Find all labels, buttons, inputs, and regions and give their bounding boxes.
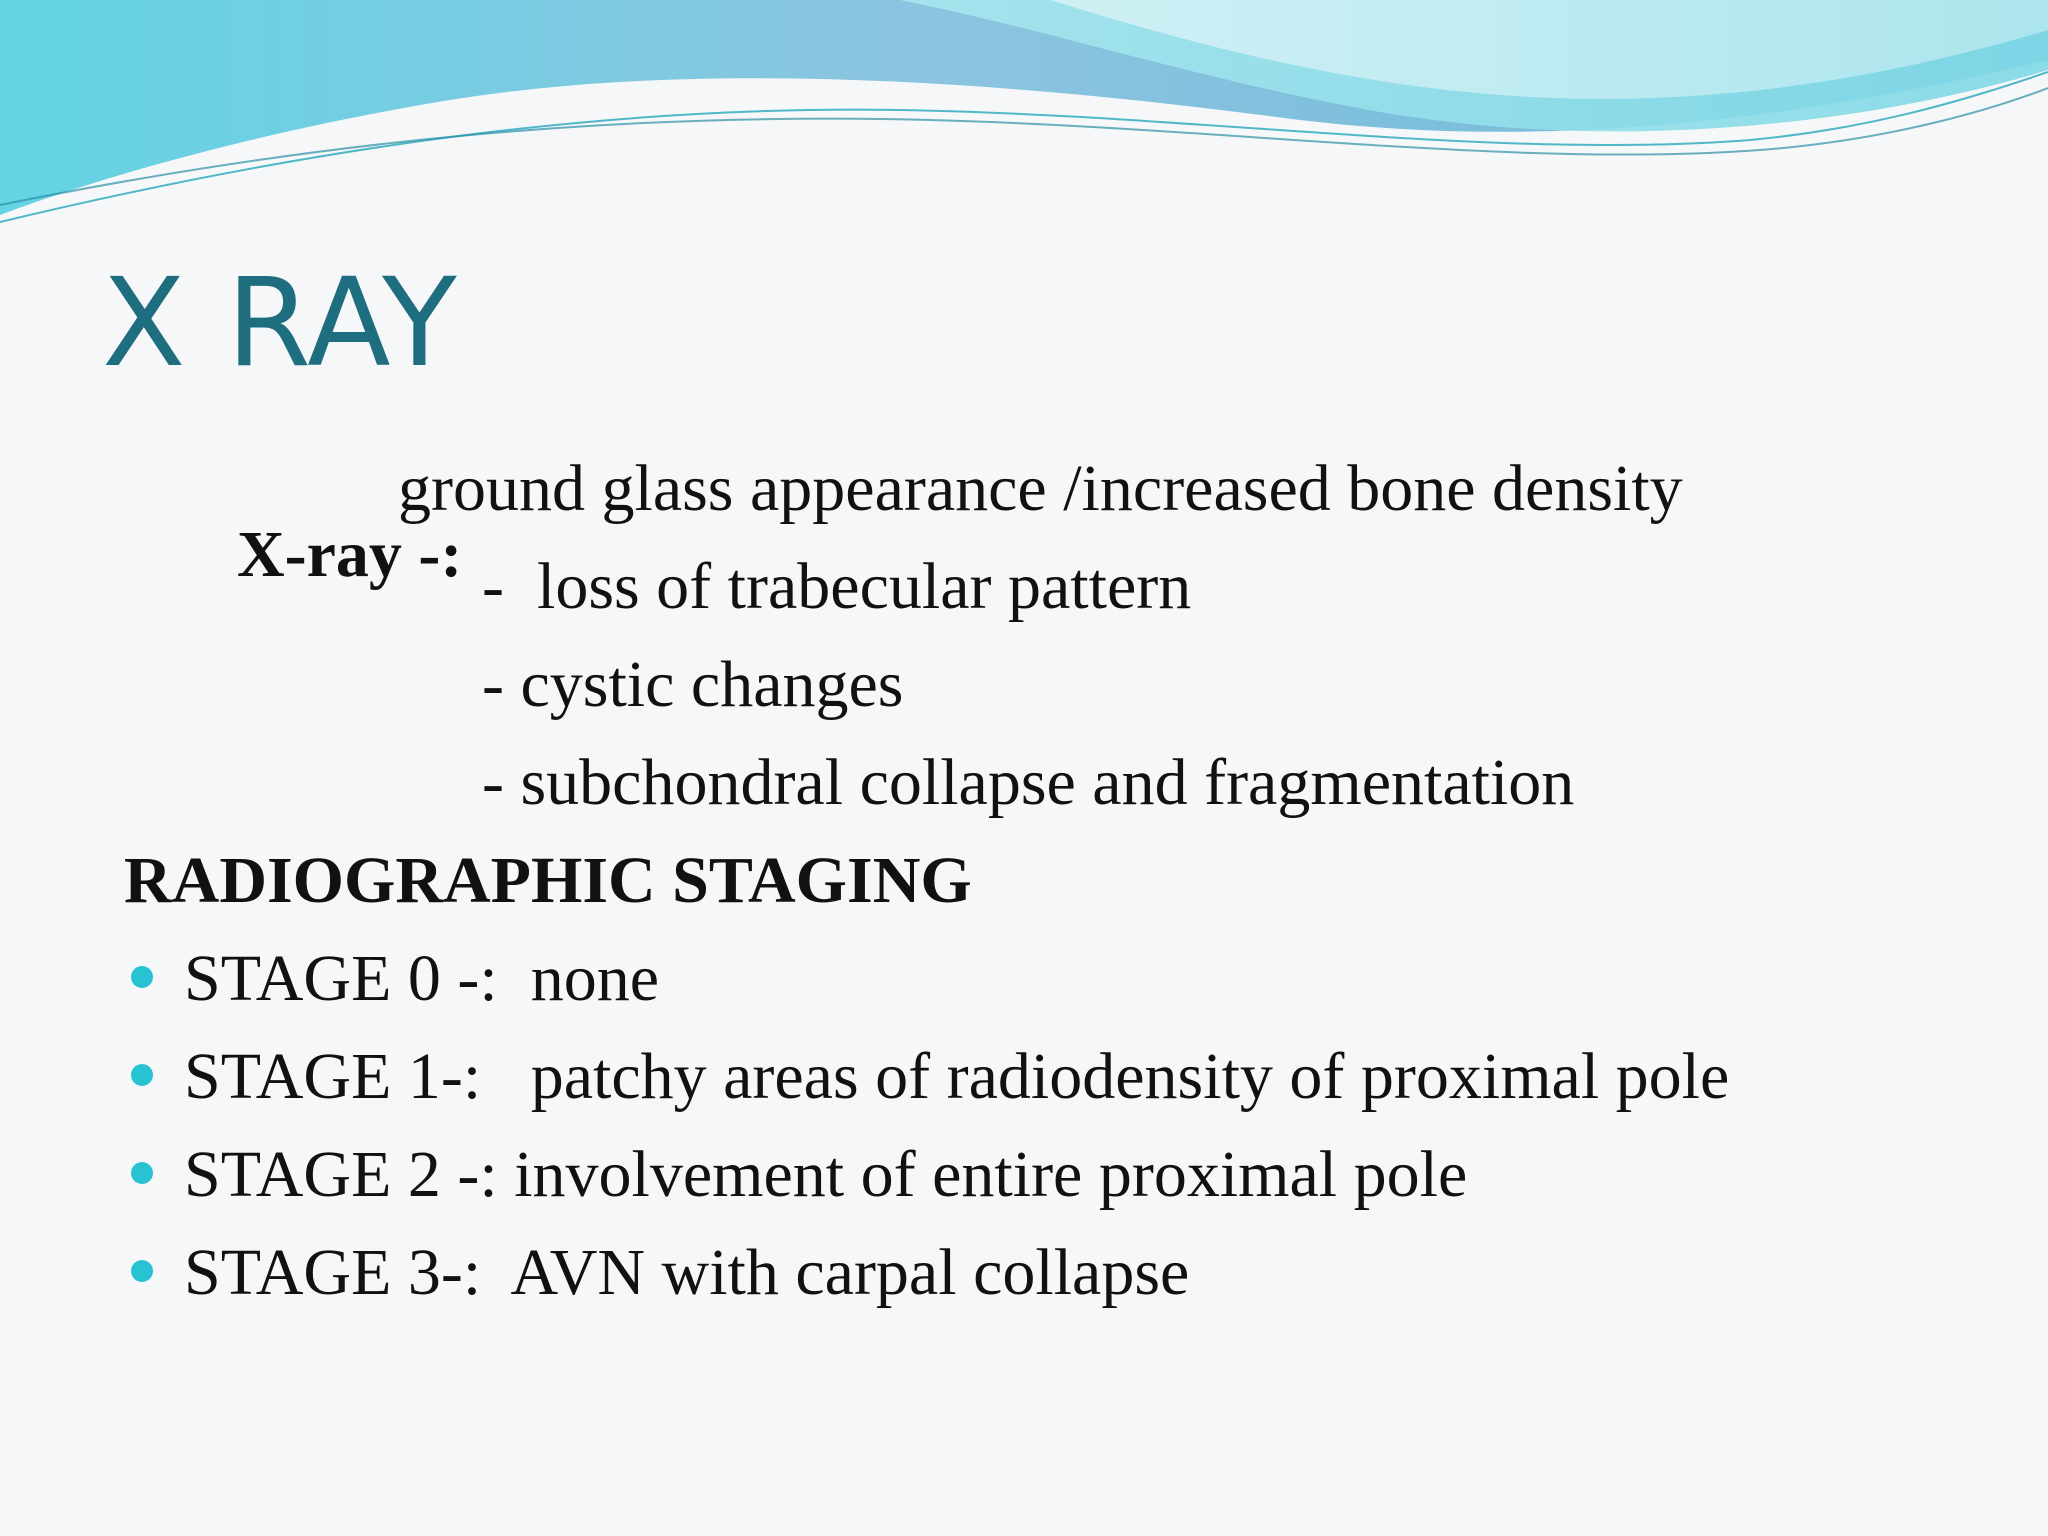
slide-title: X RAY [102,252,458,394]
xray-line: - loss of trabecular pattern [482,550,1192,623]
xray-line: ground glass appearance /increased bone density [398,452,1683,525]
stage-item: STAGE 0 -: none [184,942,659,1015]
stage-item: STAGE 3-: AVN with carpal collapse [184,1236,1190,1309]
stage-item: STAGE 2 -: involvement of entire proximal pole [184,1138,1468,1211]
bullet-icon [131,966,153,988]
xray-label: X-ray -: [237,518,463,591]
staging-heading: RADIOGRAPHIC STAGING [124,844,972,917]
bullet-icon [131,1162,153,1184]
bullet-icon [131,1260,153,1282]
xray-line: - cystic changes [482,648,904,721]
xray-line: - subchondral collapse and fragmentation [482,746,1575,819]
stage-item: STAGE 1-: patchy areas of radiodensity of proximal pole [184,1040,1730,1113]
bullet-icon [131,1064,153,1086]
